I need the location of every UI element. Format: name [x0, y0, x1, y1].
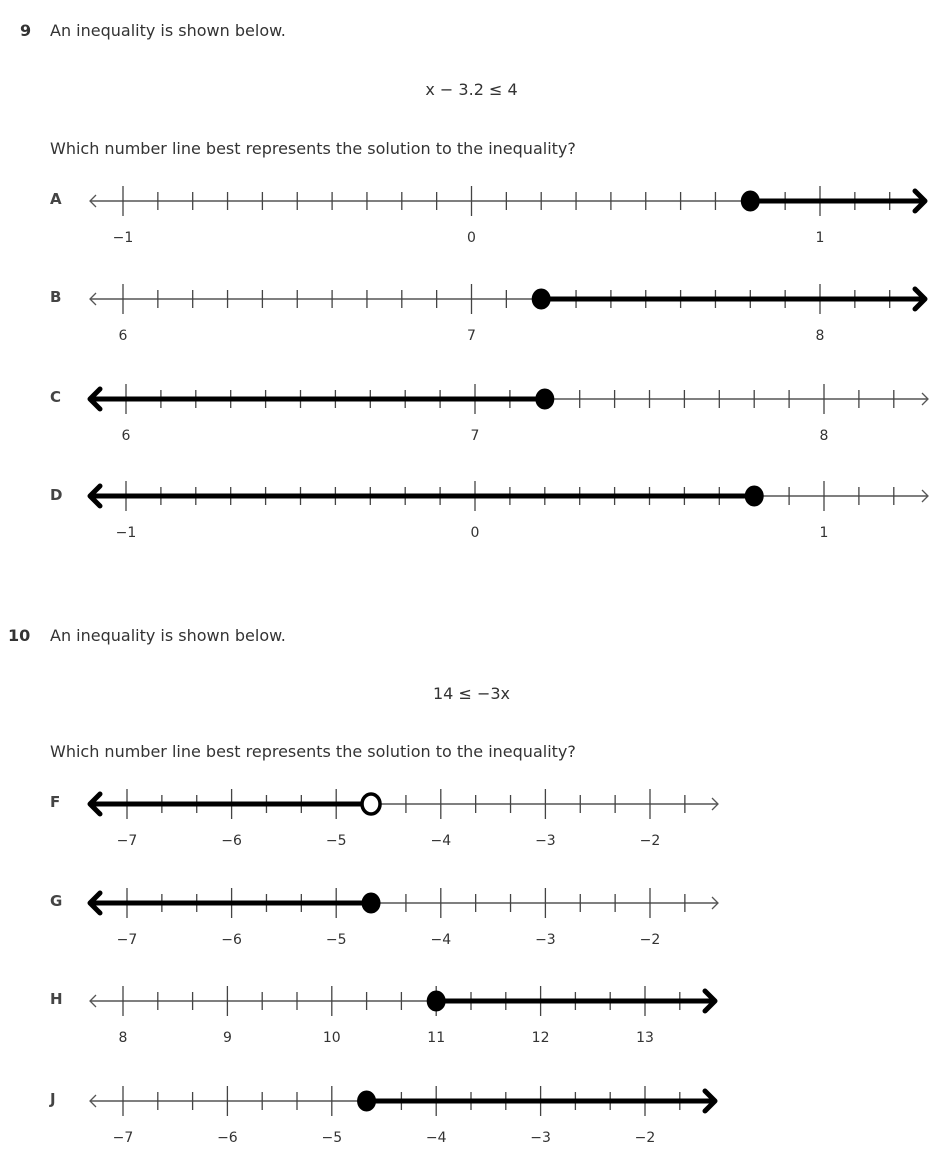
tick-label: 6	[121, 428, 131, 444]
number-line-f[interactable]	[0, 774, 943, 849]
tick-label: −6	[221, 833, 242, 849]
number-line-d[interactable]	[0, 466, 943, 541]
tick-label: −2	[639, 932, 661, 948]
tick-label: −3	[530, 1130, 551, 1146]
closed-point	[532, 289, 550, 309]
question-prompt: An inequality is shown below.	[50, 626, 286, 645]
closed-point	[362, 893, 380, 913]
closed-point	[358, 1091, 376, 1111]
closed-point	[741, 191, 759, 211]
open-point	[362, 794, 380, 814]
question-text: Which number line best represents the solution to the inequality?	[50, 742, 576, 761]
number-line-j[interactable]	[0, 1071, 943, 1146]
tick-label: 8	[118, 1030, 128, 1046]
tick-label: −3	[535, 932, 556, 948]
tick-label: −4	[425, 1130, 447, 1146]
option-letter-h[interactable]: H	[50, 990, 63, 1008]
closed-point	[745, 486, 763, 506]
tick-label: 9	[222, 1030, 232, 1046]
option-letter-c[interactable]: C	[50, 388, 62, 406]
number-line-b[interactable]	[0, 269, 943, 344]
option-letter-d[interactable]: D	[50, 486, 63, 504]
option-letter-g[interactable]: G	[50, 892, 63, 910]
tick-label: −1	[112, 230, 134, 246]
tick-label: −5	[321, 1130, 343, 1146]
tick-label: −7	[116, 833, 138, 849]
tick-label: −6	[221, 932, 242, 948]
tick-label: 7	[470, 428, 480, 444]
tick-label: 8	[819, 428, 829, 444]
tick-label: 11	[427, 1030, 446, 1046]
tick-label: 8	[815, 328, 825, 344]
tick-label: 0	[467, 230, 476, 246]
tick-label: −2	[639, 833, 661, 849]
closed-point	[427, 991, 445, 1011]
number-line-h[interactable]	[0, 971, 943, 1046]
number-line-c[interactable]	[0, 369, 943, 444]
tick-label: 12	[531, 1030, 550, 1046]
inequality: x − 3.2 ≤ 4	[425, 80, 518, 99]
question-prompt: An inequality is shown below.	[50, 21, 286, 40]
option-letter-a[interactable]: A	[50, 190, 62, 208]
closed-point	[536, 389, 554, 409]
inequality: 14 ≤ −3x	[433, 684, 510, 703]
tick-label: 0	[470, 525, 480, 541]
tick-label: 1	[815, 230, 825, 246]
tick-label: −5	[325, 833, 347, 849]
tick-label: −1	[115, 525, 137, 541]
tick-label: −7	[116, 932, 138, 948]
tick-label: 13	[636, 1030, 654, 1046]
question-text: Which number line best represents the solution to the inequality?	[50, 139, 576, 158]
tick-label: −4	[430, 833, 452, 849]
option-letter-b[interactable]: B	[50, 288, 62, 306]
tick-label: −5	[325, 932, 347, 948]
tick-label: 1	[819, 525, 829, 541]
option-letter-j[interactable]: J	[50, 1090, 56, 1108]
question-number: 10	[8, 626, 31, 645]
question-number: 9	[20, 21, 32, 40]
tick-label: −3	[535, 833, 556, 849]
tick-label: 10	[322, 1030, 341, 1046]
option-letter-f[interactable]: F	[50, 793, 61, 811]
tick-label: −7	[112, 1130, 134, 1146]
tick-label: 6	[118, 328, 128, 344]
tick-label: 7	[467, 328, 476, 344]
number-line-a[interactable]	[0, 171, 943, 246]
tick-label: −4	[430, 932, 452, 948]
number-line-g[interactable]	[0, 873, 943, 948]
tick-label: −6	[217, 1130, 238, 1146]
tick-label: −2	[634, 1130, 656, 1146]
